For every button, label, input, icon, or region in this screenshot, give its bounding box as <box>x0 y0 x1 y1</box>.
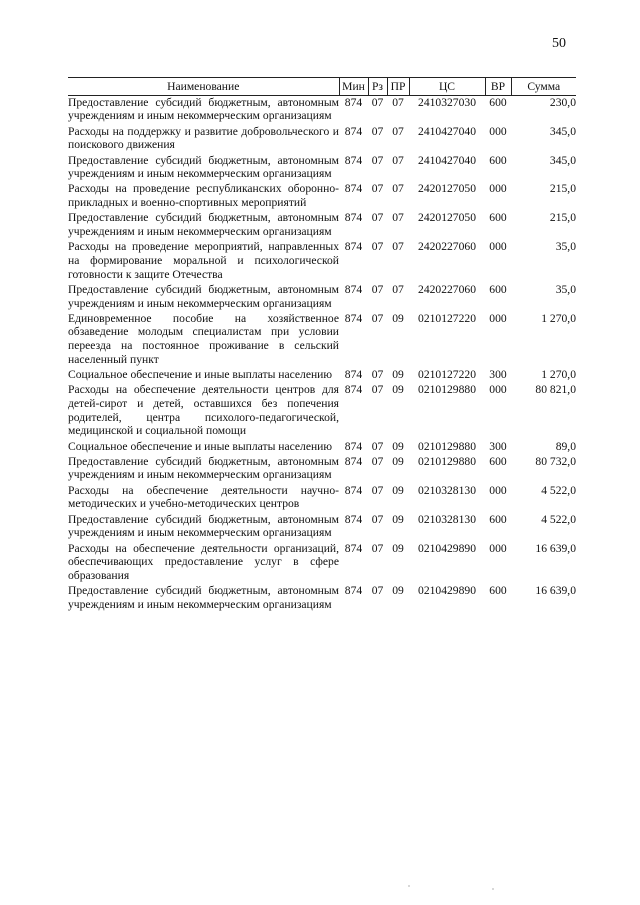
cell-rz: 07 <box>371 541 384 555</box>
cell-min: 874 <box>344 383 363 397</box>
cell-min: 874 <box>344 95 363 109</box>
cell-rz: 07 <box>371 311 384 325</box>
cell-sum: 4 522,0 <box>541 512 576 526</box>
table-row <box>68 542 576 585</box>
cell-sum: 80 732,0 <box>535 454 576 468</box>
header-name: Наименование <box>68 78 339 96</box>
cell-min: 874 <box>344 282 363 296</box>
cell-vr: 600 <box>489 454 507 468</box>
table-row <box>68 513 576 542</box>
cell-pr: 07 <box>392 240 404 254</box>
table-row <box>68 455 576 484</box>
table-body <box>68 95 576 613</box>
cell-rz: 07 <box>371 124 384 138</box>
table-row <box>68 95 576 124</box>
cell-cs: 0210129880 <box>418 439 476 453</box>
cell-cs: 2420227060 <box>418 282 476 296</box>
table-row <box>68 182 576 211</box>
table-header-row <box>68 78 576 96</box>
cell-cs: 0210429890 <box>418 541 476 555</box>
table-row <box>68 283 576 312</box>
table-row <box>68 154 576 183</box>
cell-rz: 07 <box>371 153 384 167</box>
cell-sum: 345,0 <box>549 153 576 167</box>
cell-pr: 09 <box>392 368 404 382</box>
cell-pr: 07 <box>392 282 404 296</box>
cell-sum: 16 639,0 <box>535 541 576 555</box>
cell-name: Предоставление субсидий бюджетным, автономным учреждениям и иным некоммерческим организациям <box>68 282 339 310</box>
cell-name: Расходы на обеспечение деятельности центров для детей-сирот и детей, оставшихся без попечения родителей, центра психолого-педагогической, медицинской и социальной помощи <box>68 383 339 438</box>
budget-table <box>68 77 576 613</box>
cell-cs: 2420127050 <box>418 211 476 225</box>
cell-sum: 345,0 <box>549 124 576 138</box>
cell-vr: 600 <box>489 282 507 296</box>
cell-rz: 07 <box>371 182 384 196</box>
cell-cs: 0210127220 <box>418 368 476 382</box>
cell-pr: 09 <box>392 512 404 526</box>
cell-pr: 07 <box>392 182 404 196</box>
header-min: Мин <box>339 78 368 96</box>
header-sum: Сумма <box>511 78 576 96</box>
cell-vr: 600 <box>489 153 507 167</box>
table-row <box>68 312 576 368</box>
cell-pr: 09 <box>392 584 404 598</box>
cell-sum: 230,0 <box>549 95 576 109</box>
cell-rz: 07 <box>371 95 384 109</box>
cell-name: Предоставление субсидий бюджетным, автономным учреждениям и иным некоммерческим организациям <box>68 211 339 239</box>
cell-name: Социальное обеспечение и иные выплаты населению <box>68 439 333 453</box>
table-row <box>68 240 576 283</box>
cell-pr: 07 <box>392 124 404 138</box>
cell-min: 874 <box>344 182 363 196</box>
cell-vr: 000 <box>489 383 507 397</box>
table-row <box>68 125 576 154</box>
cell-cs: 0210127220 <box>418 311 476 325</box>
cell-name: Предоставление субсидий бюджетным, автономным учреждениям и иным некоммерческим организациям <box>68 153 339 181</box>
cell-cs: 0210129880 <box>418 383 476 397</box>
cell-name: Расходы на обеспечение деятельности организаций, обеспечивающих предоставление услуг в сфере образования <box>68 541 339 582</box>
cell-sum: 1 270,0 <box>541 368 576 382</box>
cell-name: Предоставление субсидий бюджетным, автономным учреждениям и иным некоммерческим организациям <box>68 512 339 540</box>
header-pr: ПР <box>387 78 409 96</box>
cell-vr: 000 <box>489 124 507 138</box>
cell-vr: 300 <box>489 439 507 453</box>
header-cs: ЦС <box>409 78 485 96</box>
cell-min: 874 <box>344 541 363 555</box>
cell-name: Предоставление субсидий бюджетным, автономным учреждениям и иным некоммерческим организациям <box>68 454 339 482</box>
cell-min: 874 <box>344 584 363 598</box>
cell-pr: 09 <box>392 483 404 497</box>
cell-sum: 215,0 <box>549 211 576 225</box>
cell-name: Расходы на обеспечение деятельности научно-методических и учебно-методических центров <box>68 483 339 511</box>
cell-pr: 07 <box>392 95 404 109</box>
cell-sum: 89,0 <box>555 439 576 453</box>
cell-vr: 600 <box>489 211 507 225</box>
cell-rz: 07 <box>371 454 384 468</box>
cell-pr: 09 <box>392 454 404 468</box>
cell-name: Предоставление субсидий бюджетным, автономным учреждениям и иным некоммерческим организациям <box>68 584 339 611</box>
table-row <box>68 383 576 439</box>
cell-vr: 000 <box>489 483 507 497</box>
cell-min: 874 <box>344 311 363 325</box>
cell-rz: 07 <box>371 483 384 497</box>
scan-speck <box>408 885 410 887</box>
scan-speck <box>492 888 494 890</box>
cell-cs: 2420227060 <box>418 240 476 254</box>
cell-rz: 07 <box>371 383 384 397</box>
cell-pr: 09 <box>392 383 404 397</box>
cell-name: Единовременное пособие на хозяйственное обзаведение молодым специалистам при условии переезда на постоянное проживание в сельский населенный пункт <box>68 311 339 366</box>
table-row <box>68 211 576 240</box>
cell-sum: 35,0 <box>555 282 576 296</box>
cell-pr: 07 <box>392 211 404 225</box>
table-row <box>68 440 576 455</box>
cell-cs: 2410327030 <box>418 95 476 109</box>
cell-cs: 0210429890 <box>418 584 476 598</box>
cell-vr: 000 <box>489 182 507 196</box>
cell-pr: 09 <box>392 311 404 325</box>
cell-min: 874 <box>344 454 363 468</box>
cell-rz: 07 <box>371 368 384 382</box>
cell-min: 874 <box>344 211 363 225</box>
cell-vr: 600 <box>489 512 507 526</box>
cell-pr: 09 <box>392 439 404 453</box>
cell-name: Расходы на проведение мероприятий, направленных на формирование моральной и психологической готовности к защите Отечества <box>68 240 339 281</box>
cell-sum: 80 821,0 <box>535 383 576 397</box>
cell-rz: 07 <box>371 512 384 526</box>
cell-rz: 07 <box>371 211 384 225</box>
header-vr: ВР <box>485 78 511 96</box>
cell-vr: 300 <box>489 368 507 382</box>
cell-sum: 35,0 <box>555 240 576 254</box>
table-row <box>68 368 576 383</box>
cell-min: 874 <box>344 368 363 382</box>
cell-cs: 2420127050 <box>418 182 476 196</box>
cell-name: Социальное обеспечение и иные выплаты населению <box>68 368 333 382</box>
cell-vr: 000 <box>489 240 507 254</box>
cell-sum: 4 522,0 <box>541 483 576 497</box>
cell-sum: 1 270,0 <box>541 311 576 325</box>
cell-name: Предоставление субсидий бюджетным, автономным учреждениям и иным некоммерческим организациям <box>68 95 339 123</box>
cell-cs: 2410427040 <box>418 124 476 138</box>
table-row <box>68 484 576 513</box>
cell-name: Расходы на проведение республиканских оборонно-прикладных и военно-спортивных мероприятий <box>68 182 339 210</box>
cell-rz: 07 <box>371 282 384 296</box>
cell-sum: 215,0 <box>549 182 576 196</box>
cell-vr: 000 <box>489 311 507 325</box>
page-number: 50 <box>552 36 566 51</box>
table-row <box>68 584 576 613</box>
cell-min: 874 <box>344 153 363 167</box>
cell-vr: 600 <box>489 584 507 598</box>
cell-rz: 07 <box>371 240 384 254</box>
cell-name: Расходы на поддержку и развитие добровольческого и поискового движения <box>68 124 339 152</box>
cell-pr: 09 <box>392 541 404 555</box>
cell-rz: 07 <box>371 439 384 453</box>
cell-pr: 07 <box>392 153 404 167</box>
cell-min: 874 <box>344 512 363 526</box>
header-rz: Рз <box>368 78 387 96</box>
cell-cs: 2410427040 <box>418 153 476 167</box>
cell-sum: 16 639,0 <box>535 584 576 598</box>
cell-cs: 0210328130 <box>418 512 476 526</box>
cell-min: 874 <box>344 439 363 453</box>
cell-rz: 07 <box>371 584 384 598</box>
cell-cs: 0210129880 <box>418 454 476 468</box>
cell-min: 874 <box>344 483 363 497</box>
cell-vr: 600 <box>489 95 507 109</box>
cell-vr: 000 <box>489 541 507 555</box>
cell-min: 874 <box>344 240 363 254</box>
cell-min: 874 <box>344 124 363 138</box>
cell-cs: 0210328130 <box>418 483 476 497</box>
